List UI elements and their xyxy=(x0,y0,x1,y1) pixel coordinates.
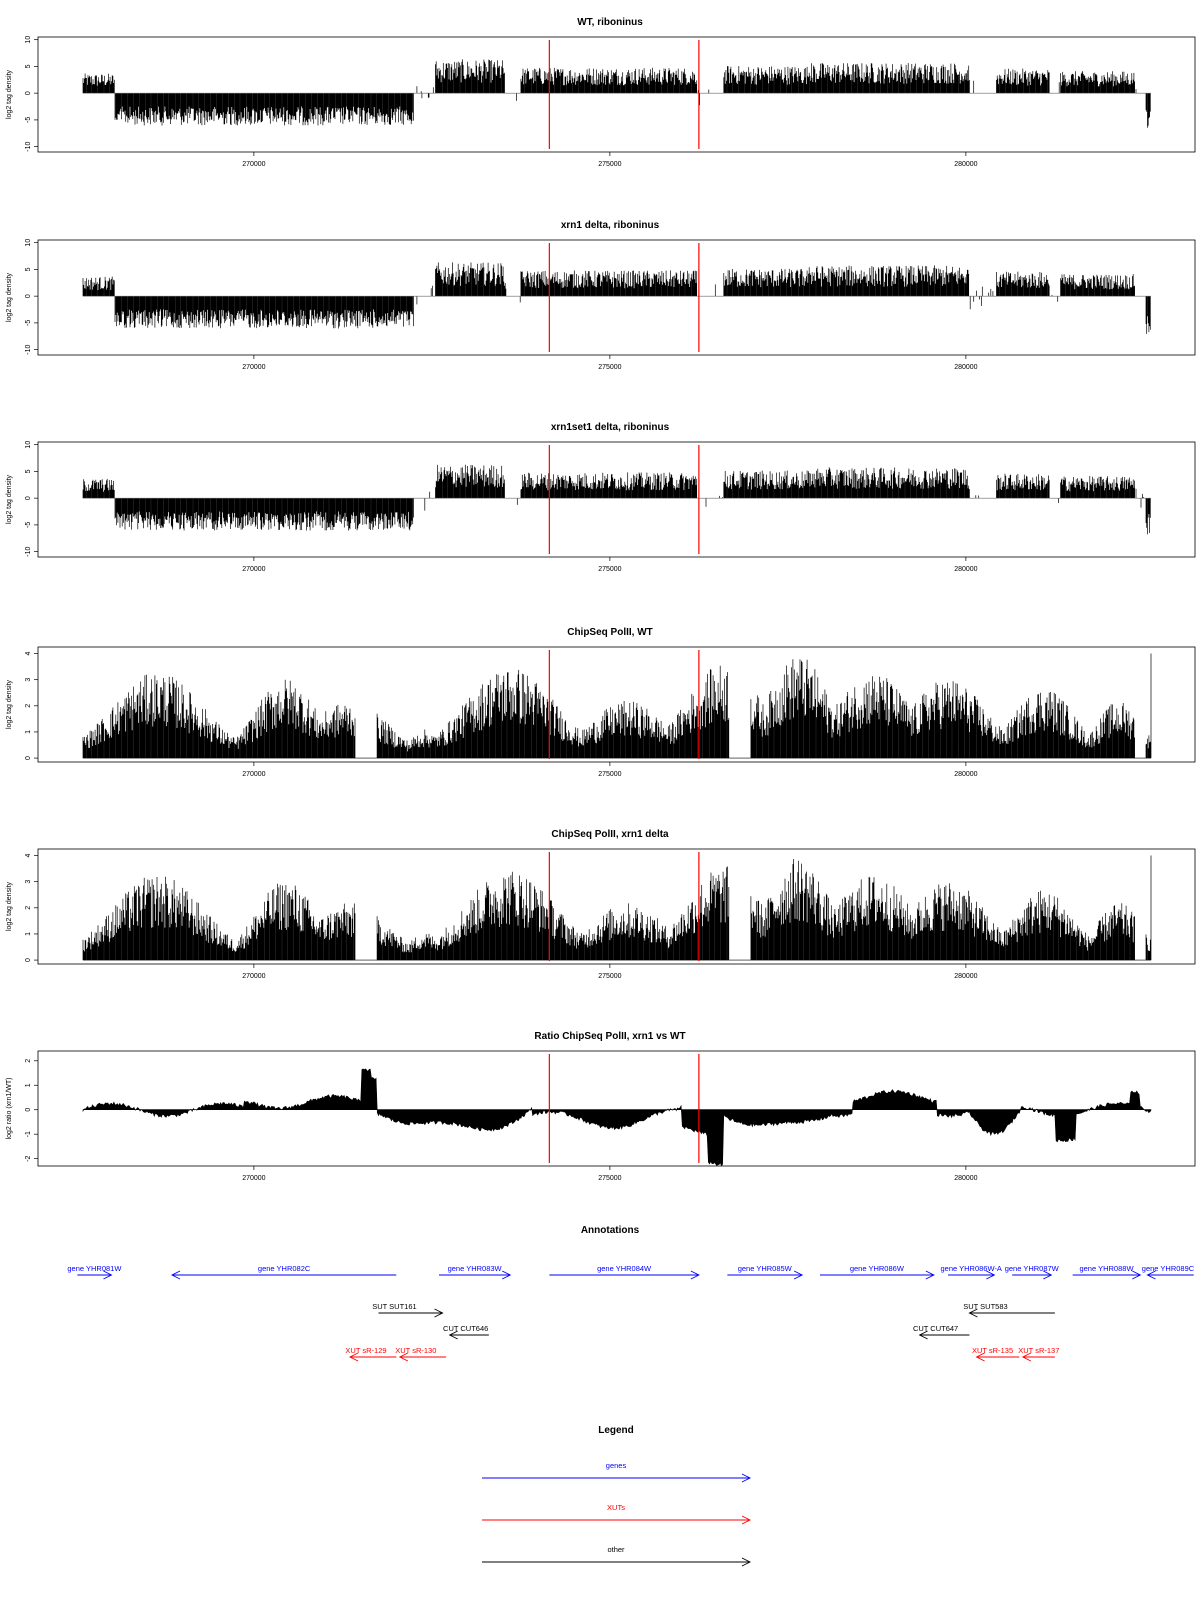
annotation-label: XUT sR-129 xyxy=(345,1346,387,1355)
y-tick-label: 1 xyxy=(25,931,32,936)
legend-label: XUTs xyxy=(607,1503,625,1512)
y-tick-label: 10 xyxy=(25,238,32,247)
y-tick-label: 2 xyxy=(25,1058,32,1063)
y-tick-label: 0 xyxy=(25,294,32,299)
annotation-label: gene YHR081W xyxy=(67,1264,122,1273)
signal-bars xyxy=(83,856,1151,961)
annotation-label: gene YHR083W xyxy=(447,1264,502,1273)
y-tick-label: 0 xyxy=(25,91,32,96)
signal-bars xyxy=(83,262,1150,334)
x-tick-label: 280000 xyxy=(954,566,978,573)
annotation-label: gene YHR087W xyxy=(1004,1264,1059,1273)
annotation-gene xyxy=(727,1264,802,1279)
x-tick-label: 280000 xyxy=(954,1175,978,1182)
y-axis-label: log2 tag density xyxy=(6,272,13,323)
x-tick-label: 275000 xyxy=(598,161,622,168)
annotation-gene xyxy=(820,1264,934,1279)
annotation-label: gene YHR084W xyxy=(597,1264,652,1273)
annotations-title: Annotations xyxy=(580,1225,640,1236)
signal-bars xyxy=(83,654,1151,759)
y-tick-label: -10 xyxy=(25,141,32,152)
annotations-panel xyxy=(67,1225,1194,1361)
signal-bars xyxy=(83,59,1150,127)
y-tick-label: -10 xyxy=(25,344,32,355)
signal-bars xyxy=(83,465,1150,535)
y-tick-label: 10 xyxy=(25,35,32,44)
annotation-label: CUT CUT647 xyxy=(912,1324,959,1333)
y-tick-label: 0 xyxy=(25,496,32,501)
y-axis-label: log2 tag density xyxy=(6,69,13,120)
x-tick-label: 280000 xyxy=(954,161,978,168)
y-tick-label: -10 xyxy=(25,546,32,557)
x-tick-label: 270000 xyxy=(242,161,266,168)
annotation-xut xyxy=(395,1346,446,1361)
annotation-other xyxy=(372,1302,442,1317)
annotation-label: XUT sR-137 xyxy=(1018,1346,1060,1355)
y-tick-label: 3 xyxy=(25,879,32,884)
panel-title: Ratio ChipSeq PolII, xrn1 vs WT xyxy=(534,1031,686,1042)
annotation-label: gene YHR085W xyxy=(737,1264,792,1273)
annotation-label: SUT SUT161 xyxy=(372,1302,417,1311)
x-tick-label: 270000 xyxy=(242,1175,266,1182)
x-tick-label: 270000 xyxy=(242,364,266,371)
y-tick-label: 5 xyxy=(25,64,32,69)
y-axis-label: log2 tag density xyxy=(6,679,13,730)
x-tick-label: 270000 xyxy=(242,973,266,980)
annotation-label: gene YHR086W-A xyxy=(940,1264,1002,1273)
ratio-area xyxy=(83,1069,1151,1166)
x-tick-label: 270000 xyxy=(242,566,266,573)
annotation-label: gene YHR086W xyxy=(849,1264,904,1273)
y-tick-label: 2 xyxy=(25,905,32,910)
annotation-other xyxy=(443,1324,489,1339)
y-tick-label: 0 xyxy=(25,958,32,963)
panel-4 xyxy=(6,627,1195,778)
y-tick-label: 10 xyxy=(25,440,32,449)
annotation-label: gene YHR082C xyxy=(257,1264,311,1273)
legend-label: other xyxy=(607,1545,625,1554)
annotation-gene xyxy=(172,1264,396,1279)
annotation-gene xyxy=(1005,1264,1060,1279)
legend-panel xyxy=(482,1425,750,1566)
y-tick-label: -2 xyxy=(25,1155,32,1162)
panel-title: WT, riboninus xyxy=(577,17,643,28)
x-tick-label: 275000 xyxy=(598,1175,622,1182)
x-tick-label: 280000 xyxy=(954,771,978,778)
x-tick-label: 275000 xyxy=(598,973,622,980)
annotation-label: SUT SUT583 xyxy=(963,1302,1008,1311)
y-tick-label: 3 xyxy=(25,677,32,682)
y-tick-label: 4 xyxy=(25,651,32,656)
x-tick-label: 280000 xyxy=(954,364,978,371)
annotation-other xyxy=(913,1324,969,1339)
legend-label: genes xyxy=(605,1461,627,1470)
annotation-label: CUT CUT646 xyxy=(443,1324,489,1333)
panel-title: ChipSeq PolII, xrn1 delta xyxy=(551,829,669,840)
legend-title: Legend xyxy=(598,1425,634,1436)
y-tick-label: 1 xyxy=(25,729,32,734)
annotation-label: XUT sR-135 xyxy=(971,1346,1014,1355)
panel-5 xyxy=(6,829,1195,980)
y-tick-label: 2 xyxy=(25,703,32,708)
y-tick-label: -5 xyxy=(25,319,32,327)
x-tick-label: 275000 xyxy=(598,566,622,573)
x-tick-label: 275000 xyxy=(598,364,622,371)
panel-title: ChipSeq PolII, WT xyxy=(567,627,653,638)
x-tick-label: 275000 xyxy=(598,771,622,778)
x-tick-label: 270000 xyxy=(242,771,266,778)
y-tick-label: 5 xyxy=(25,469,32,474)
y-tick-label: 1 xyxy=(25,1083,32,1088)
panel-1 xyxy=(6,17,1195,168)
y-axis-label: log2 tag density xyxy=(6,881,13,932)
panel-title: xrn1set1 delta, riboninus xyxy=(550,422,670,433)
annotation-gene xyxy=(1073,1264,1141,1279)
annotation-xut xyxy=(1018,1346,1059,1361)
y-tick-label: 5 xyxy=(25,267,32,272)
annotation-xut xyxy=(972,1346,1019,1361)
annotation-gene xyxy=(439,1264,510,1279)
annotation-gene xyxy=(941,1264,1002,1279)
y-tick-label: 0 xyxy=(25,1107,32,1112)
panel-title: xrn1 delta, riboninus xyxy=(560,220,660,231)
panel-6 xyxy=(6,1031,1195,1182)
annotation-label: gene YHR089C xyxy=(1141,1264,1195,1273)
annotation-xut xyxy=(345,1346,396,1361)
panel-3 xyxy=(6,422,1195,573)
annotation-label: XUT sR-130 xyxy=(395,1346,437,1355)
y-axis-label: log2 tag density xyxy=(6,474,13,525)
y-tick-label: 4 xyxy=(25,853,32,858)
x-tick-label: 280000 xyxy=(954,973,978,980)
annotation-label: gene YHR088W xyxy=(1079,1264,1134,1273)
annotation-gene xyxy=(1142,1264,1195,1279)
y-axis-label: log2 ratio (xrn1/WT) xyxy=(6,1077,13,1140)
y-tick-label: -5 xyxy=(25,521,32,529)
annotation-other xyxy=(963,1302,1055,1317)
annotation-gene xyxy=(67,1264,122,1279)
y-tick-label: 0 xyxy=(25,756,32,761)
panel-2 xyxy=(6,220,1195,371)
annotation-gene xyxy=(549,1264,699,1279)
y-tick-label: -1 xyxy=(25,1131,32,1138)
y-tick-label: -5 xyxy=(25,116,32,124)
